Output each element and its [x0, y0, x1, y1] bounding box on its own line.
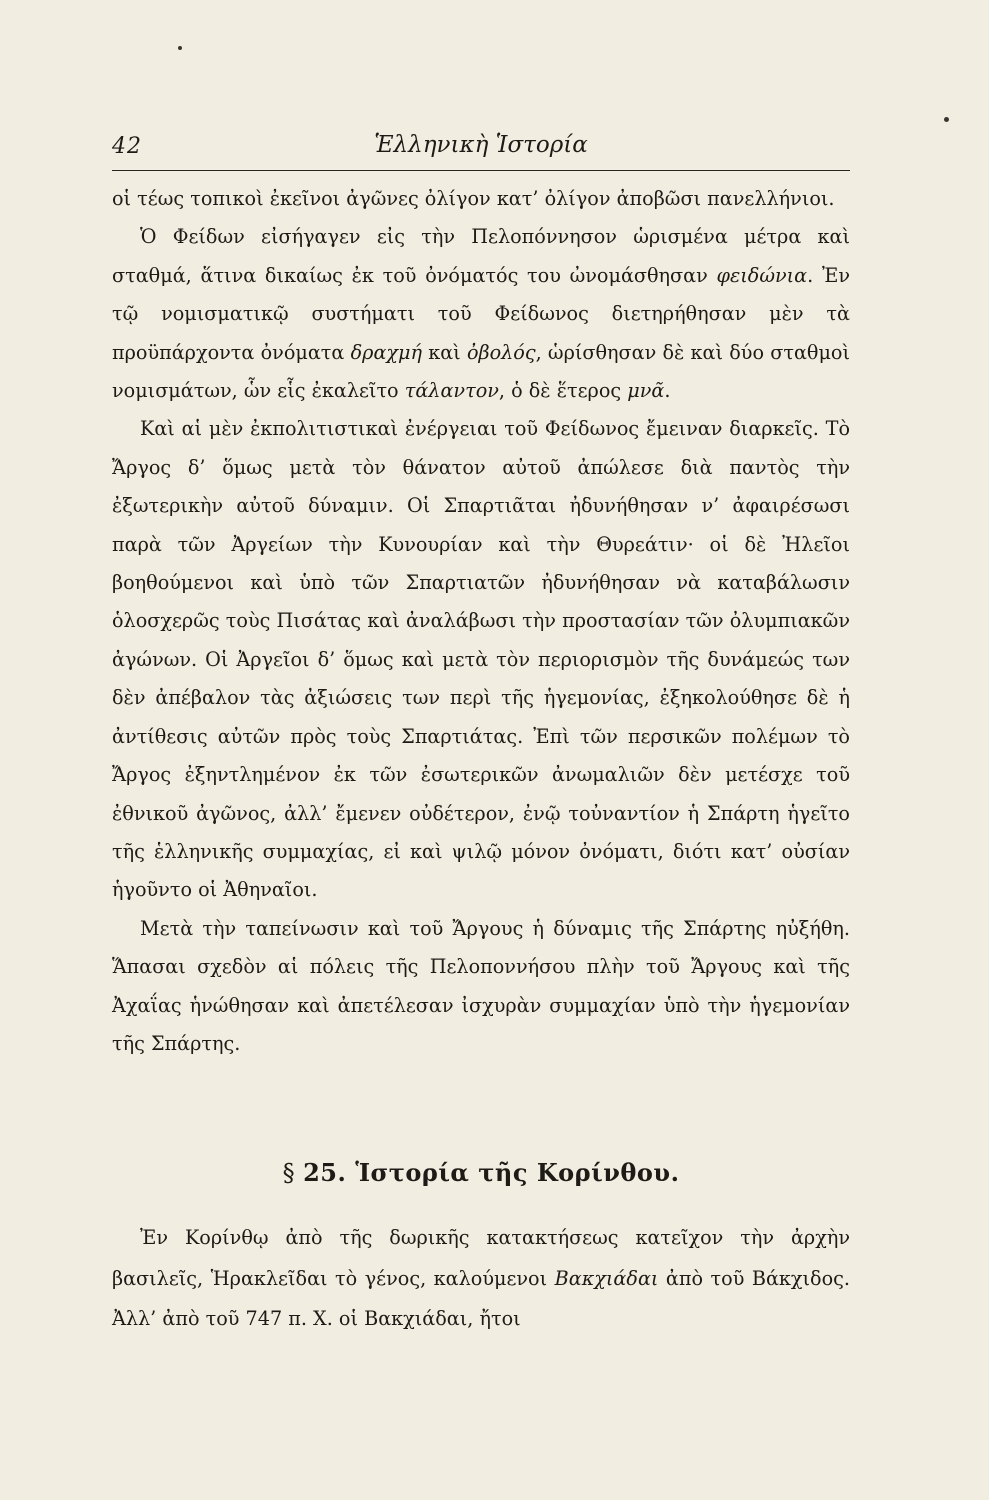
section-title: Ἱστορία τῆς Κορίνθου. — [355, 1158, 680, 1187]
text-run: Καὶ αἱ μὲν ἐκπολιτιστικαὶ ἐνέργειαι τοῦ Φείδωνος ἔμειναν διαρκεῖς. Τὸ Ἄργος δ’ ὅμως μετὰ τὸν θάνατον αὐτοῦ ἀπώλεσε διὰ παντὸς τὴν ἐξωτερικὴν αὐτοῦ δύναμιν. Οἱ Σπαρτιᾶται ἠδυνήθησαν ν’ ἀφαιρέσωσι παρὰ τῶν Ἀργείων τὴν Κυνουρίαν καὶ τὴν Θυρεάτιν· οἱ δὲ Ἠλεῖοι βοηθούμενοι καὶ ὑπὸ τῶν Σπαρτιατῶν ἠδυνήθησαν νὰ καταβάλωσιν ὁλοσχερῶς τοὺς Πισάτας καὶ ἀναλάβωσι τὴν προστασίαν τῶν ὀλυμπιακῶν ἀγώνων. Οἱ Ἀργεῖοι δ’ ὅμως καὶ μετὰ τὸν περιορισμὸν τῆς δυνάμεώς των δὲν ἀπέβαλον τὰς ἀξιώσεις των περὶ τῆς ἡγεμονίας, ἐξηκολούθησε δὲ ἡ ἀντίθεσις αὐτῶν πρὸς τοὺς Σπαρτιάτας. Ἐπὶ τῶν περσικῶν πολέμων τὸ Ἄργος ἐξηντλημένον ἐκ τῶν ἐσωτερικῶν ἀνωμαλιῶν δὲν μετέσχε τοῦ ἐθνικοῦ ἀγῶνος, ἀλλ’ ἔμενεν οὐδέτερον, ἐνῷ τοὐναντίον ἡ Σπάρτη ἡγεῖτο τῆς ἑλληνικῆς συμμαχίας, εἰ καὶ ψιλῷ μόνον ὀνόματι, διότι κατ’ οὐσίαν ἡγοῦντο οἱ Ἀθηναῖοι. — [112, 417, 850, 902]
italic-term: τάλαντον — [404, 379, 499, 403]
text-run: , ὡρίσθησαν δὲ καὶ δύο σταθμοὶ νομισμάτων, ὧν εἷς ἐκαλεῖτο — [112, 340, 851, 403]
ink-speck — [178, 46, 182, 50]
italic-term: μνᾶ — [627, 379, 665, 403]
header-rule — [112, 170, 850, 171]
text-run: καὶ — [422, 340, 467, 364]
body-text-continued — [112, 1218, 850, 1340]
section-symbol: § — [282, 1159, 296, 1187]
italic-term: φειδώνια — [716, 263, 808, 287]
ink-speck — [944, 117, 949, 122]
page-header — [112, 128, 850, 168]
paragraph — [112, 910, 850, 1064]
paragraph — [112, 218, 850, 410]
text-run: Ὁ Φείδων εἰσήγαγεν εἰς τὴν Πελοπόννησον ὡρισμένα μέτρα καὶ σταθμά, ἅτινα δικαίως ἐκ τοῦ ὀνόματός του ὠνομάσθησαν — [112, 225, 850, 287]
italic-term: δραχμή — [350, 340, 422, 364]
text-run: οἱ τέως τοπικοὶ ἐκεῖνοι ἀγῶνες ὀλίγον κατ’ ὀλίγον ἀποβῶσι πανελλήνιοι. — [112, 187, 835, 210]
body-text — [112, 180, 850, 1063]
paragraph — [112, 410, 850, 909]
text-run: , ὁ δὲ ἕτερος — [498, 379, 628, 403]
paragraph — [112, 1218, 850, 1340]
page-number: 42 — [112, 134, 142, 159]
text-run: . Ἐν τῷ νομισματικῷ συστήματι τοῦ Φείδωνος διετηρήθησαν μὲν τὰ προϋπάρχοντα ὀνόματα — [112, 263, 850, 364]
text-run: Ἐν Κορίνθῳ ἀπὸ τῆς δωρικῆς κατακτήσεως κατεῖχον τὴν ἀρχὴν βασιλεῖς, Ἡρακλεῖδαι τὸ γένος, καλούμενοι — [112, 1226, 850, 1290]
running-title: Ἑλληνικὴ Ἱστορία — [374, 132, 588, 158]
paragraph — [112, 180, 850, 218]
italic-term: ὀβολός — [466, 340, 536, 364]
text-run: . — [664, 379, 671, 403]
section-number: 25. — [303, 1158, 347, 1187]
section-heading — [112, 1158, 850, 1187]
italic-term: Βακχιάδαι — [554, 1266, 659, 1290]
text-run: Μετὰ τὴν ταπείνωσιν καὶ τοῦ Ἄργους ἡ δύναμις τῆς Σπάρτης ηὐξήθη. Ἅπασαι σχεδὸν αἱ πόλεις τῆς Πελοποννήσου πλὴν τοῦ Ἄργους καὶ τῆς Ἀχαΐας ἡνώθησαν καὶ ἀπετέλεσαν ἰσχυρὰν συμμαχίαν ὑπὸ τὴν ἡγεμονίαν τῆς Σπάρτης. — [112, 916, 850, 1055]
text-run: ἀπὸ τοῦ Βάκχιδος. Ἀλλ’ ἀπὸ τοῦ 747 π. Χ. οἱ Βακχιάδαι, ἤτοι — [112, 1266, 850, 1330]
